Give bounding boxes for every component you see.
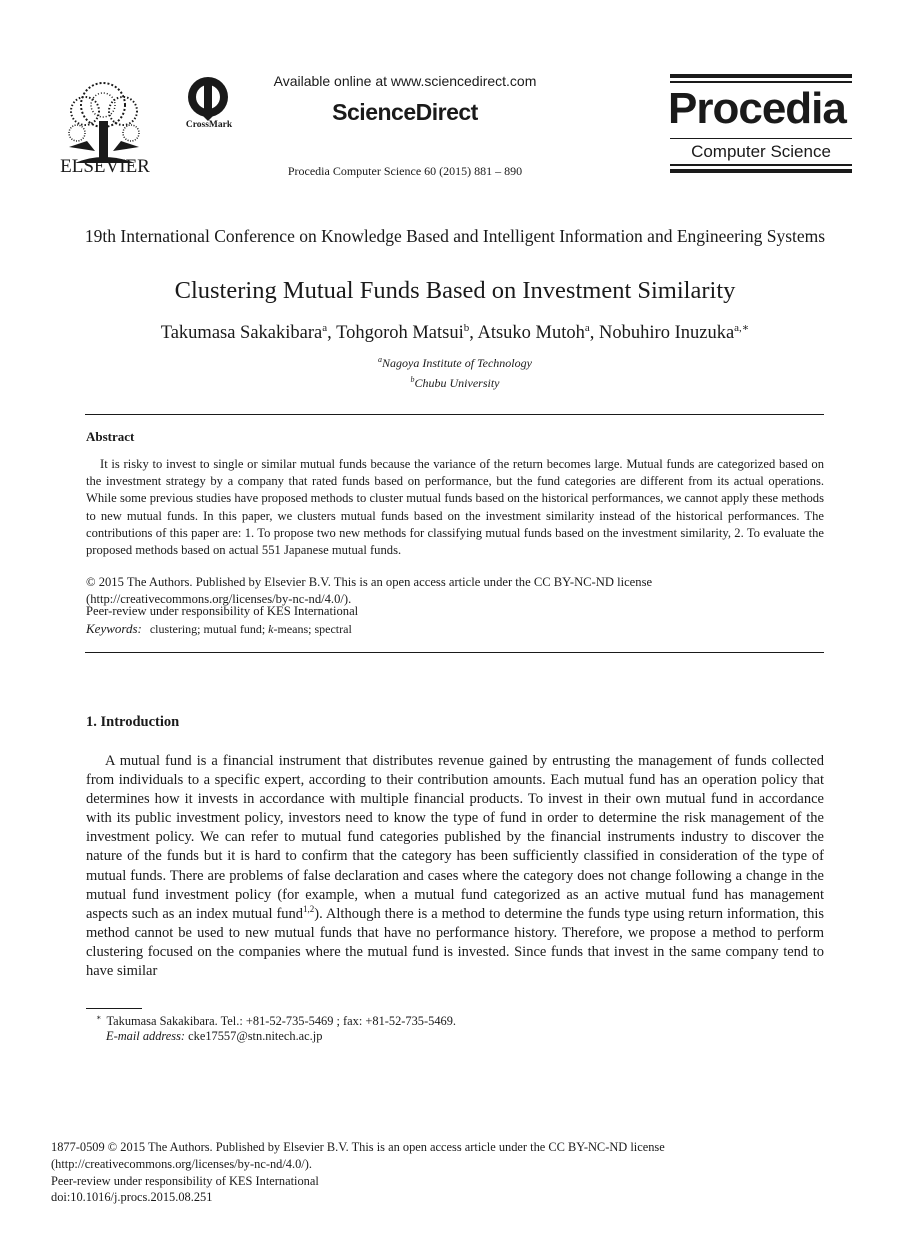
affiliation-item <box>60 352 850 372</box>
author-affil-mark: a <box>322 322 328 334</box>
author-list <box>60 321 850 344</box>
author-separator: , <box>327 323 337 344</box>
procedia-top-bar-1 <box>670 74 852 78</box>
procedia-bottom-bar-2 <box>670 169 852 173</box>
conference-name: 19th International Conference on Knowledge Based and Intelligent Information and Engineering Systems <box>84 226 826 246</box>
author-affil-mark: a,∗ <box>734 322 750 334</box>
keywords-text: clustering; mutual fund; <box>149 622 269 636</box>
affiliation-name: Nagoya Institute of Technology <box>382 356 532 370</box>
email-label: E-mail address: <box>106 1029 186 1043</box>
copyright-notice <box>86 574 824 607</box>
abstract-bottom-rule <box>85 652 824 653</box>
author-separator: , <box>469 323 478 344</box>
abstract-heading: Abstract <box>86 429 135 444</box>
copyright-text: © 2015 The Authors. Published by Elsevier B.V. This is an open access article under the CC BY-NC-ND license <box>86 575 653 589</box>
affiliation-mark: b <box>410 374 415 384</box>
intro-text-2: ). Although there is a method to determine the funds type using return information, this method cannot be used to new mutual funds that have no performance history. Therefore, we propose a method to perform clustering focused on the companies where the mutual fund is invested. Since funds that invest in the same company tend to have similar <box>86 905 824 980</box>
procedia-subtitle: Computer Science <box>691 142 831 161</box>
footnote-contact <box>96 1013 456 1029</box>
keywords-label: Keywords: <box>86 621 142 636</box>
paper-title: Clustering Mutual Funds Based on Investment Similarity <box>174 277 736 304</box>
keywords-k: k <box>268 622 274 636</box>
procedia-mid-bar <box>670 138 852 139</box>
procedia-top-bar-2 <box>670 81 852 83</box>
keywords-line <box>86 621 352 637</box>
section-heading-introduction: 1. Introduction <box>86 714 180 730</box>
author-name: Atsuko Mutoh <box>477 323 585 344</box>
publisher-name: ELSEVIER <box>60 156 150 177</box>
journal-reference: Procedia Computer Science 60 (2015) 881 – 890 <box>287 164 523 178</box>
procedia-brand: Procedia <box>668 84 846 133</box>
footnote-mark: ∗ <box>96 1013 102 1022</box>
author-name: Tohgoroh Matsui <box>336 323 464 344</box>
author-name: Takumasa Sakakibara <box>160 323 323 344</box>
author-affil-mark: a <box>584 322 590 334</box>
doi[interactable]: doi:10.1016/j.procs.2015.08.251 <box>51 1190 213 1205</box>
peer-review-note: Peer-review under responsibility of KES International <box>86 604 359 618</box>
affiliation-item <box>60 372 850 392</box>
procedia-bottom-bar-1 <box>670 164 852 166</box>
license-link[interactable]: (http://creativecommons.org/licenses/by-nc-nd/4.0/). <box>86 591 352 606</box>
affiliation-mark: a <box>378 355 383 364</box>
bottom-peer-review: Peer-review under responsibility of KES International <box>51 1173 319 1188</box>
footnote-rule <box>86 1008 142 1009</box>
available-online-text: Available online at www.sciencedirect.com <box>273 73 537 89</box>
keywords-text-2: -means; spectral <box>273 622 352 636</box>
intro-text-1: A mutual fund is a financial instrument that distributes revenue gained by entrusting the management of funds collected from individuals to a specific expert, according to their contribution amounts. Each mutual fund has an operation policy that determines how it invests in accordance with multiple financial products. To invest in their own mutual fund in accordance with its public investment policy, investors need to know the type of fund in order to determine the risk management of the investment policy. We can refer to mutual fund categories published by the financial instruments industry to discover the nature of the funds but it is hard to confirm that the category has been sufficiently classified in consideration of the type of mutual funds. There are problems of false declaration and cases where the category does not change following a change in the mutual fund investment policy (for example, when a mutual fund categorized as an active mutual fund has management aspects such as an index mutual fund <box>86 753 824 922</box>
issn-copyright: 1877-0509 © 2015 The Authors. Published by Elsevier B.V. This is an open access article under the CC BY-NC-ND license <box>51 1140 665 1154</box>
footnote-contact-text: Takumasa Sakakibara. Tel.: +81-52-735-5469 ; fax: +81-52-735-5469. <box>106 1014 457 1029</box>
email-address[interactable]: cke17557@stn.nitech.ac.jp <box>188 1029 323 1043</box>
author-name: Nobuhiro Inuzuka <box>599 323 735 344</box>
introduction-body <box>86 752 824 981</box>
affiliation-name: Chubu University <box>414 375 500 390</box>
citation-marker[interactable]: 1,2 <box>303 903 315 914</box>
abstract-top-rule <box>85 414 824 415</box>
affiliation-list <box>60 352 850 391</box>
bottom-notice <box>51 1139 811 1206</box>
sciencedirect-wordmark: ScienceDirect <box>332 99 478 125</box>
author-affil-mark: b <box>463 322 470 334</box>
abstract-body: It is risky to invest to single or similar mutual funds because the variance of the return becomes large. Mutual funds are categorized based on the investment strategy by a company that rated funds based on performance, but the fund categories are different from its actual operations. While some previous studies have proposed methods to cluster mutual funds based on the historical performances, we cannot apply these methods to new mutual funds. In this paper, we clusters mutual funds based on the investment similarity instead of the historical performances. The contributions of this paper are: 1. To propose two new methods for classifying mutual funds based on the investment similarity, 2. To evaluate the proposed methods based on actual 551 Japanese mutual funds. <box>86 457 824 558</box>
bottom-license-link[interactable]: (http://creativecommons.org/licenses/by-nc-nd/4.0/). <box>51 1156 312 1171</box>
author-separator: , <box>589 323 600 344</box>
crossmark-label[interactable]: CrossMark <box>185 120 233 130</box>
footnote-email <box>106 1029 322 1044</box>
